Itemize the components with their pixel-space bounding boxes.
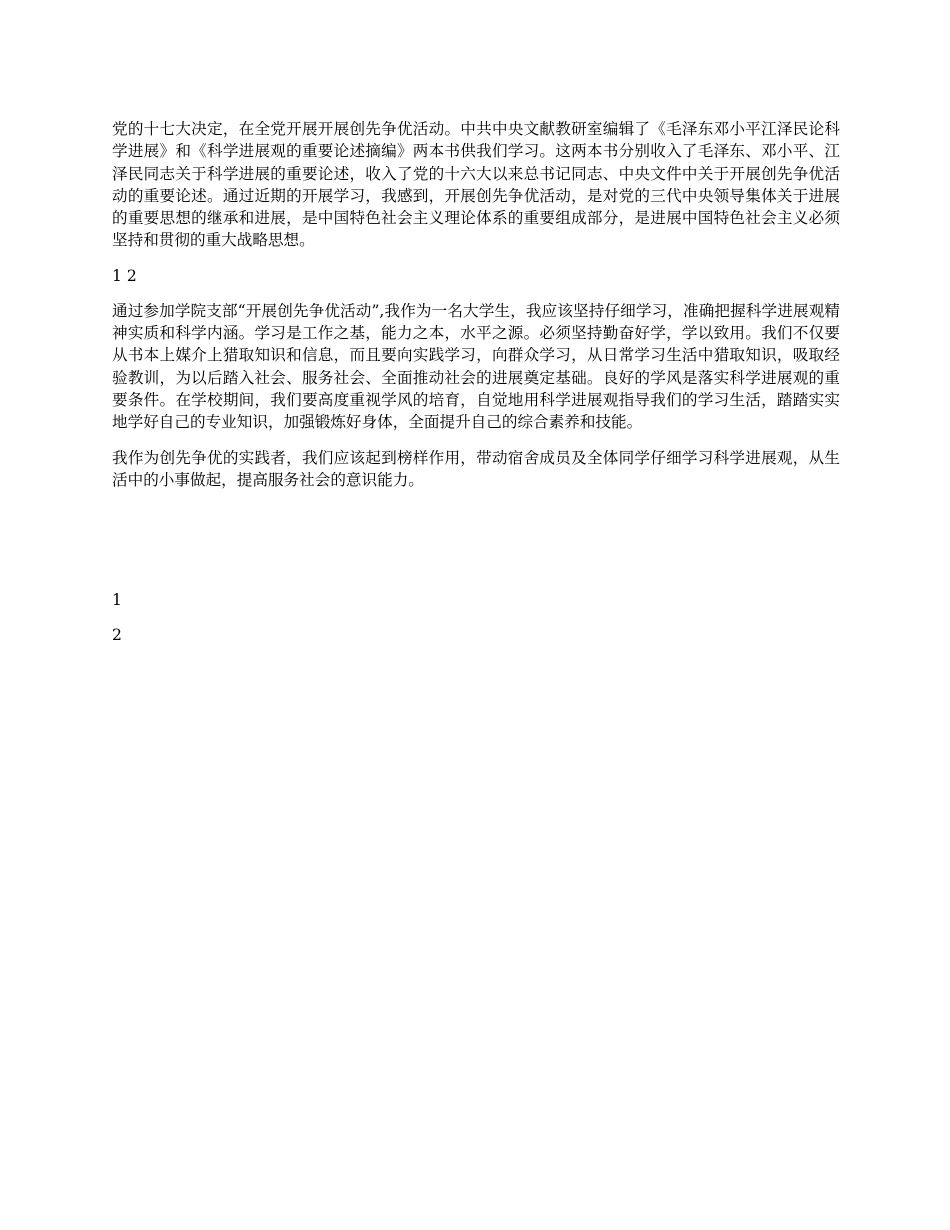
footnote-1: 1 <box>112 591 122 609</box>
footnotes <box>112 589 840 646</box>
paragraph-study: 通过参加学院支部“开展创先争优活动”,我作为一名大学生，我应该坚持仔细学习，准确把握科学进展观精神实质和科学内涵。学习是工作之基，能力之本，水平之源。必须坚持勤奋好学，学以致用。我们不仅要从书本上媒介上猎取知识和信息，而且要向实践学习，向群众学习，从日常学习生活中猎取知识，吸取经验教训，为以后踏入社会、服务社会、全面推动社会的进展奠定基础。良好的学风是落实科学进展观的重要条件。在学校期间，我们要高度重视学风的培育，自觉地用科学进展观指导我们的学习生活，踏踏实实地学好自己的专业知识，加强锻炼好身体，全面提升自己的综合素养和技能。 <box>112 301 840 432</box>
paragraph-intro: 党的十七大决定，在全党开展开展创先争优活动。中共中央文献教研室编辑了《毛泽东邓小平江泽民论科学进展》和《科学进展观的重要论述摘编》两本书供我们学习。这两本书分别收入了毛泽东、邓小平、江泽民同志关于科学进展的重要论述，收入了党的十六大以来总书记同志、中央文件中关于开展创先争优活动的重要论述。通过近期的开展学习，我感到，开展创先争优活动，是对党的三代中央领导集体关于进展的重要思想的继承和进展，是中国特色社会主义理论体系的重要组成部分，是进展中国特色社会主义必须坚持和贯彻的重大战略思想。 <box>112 120 840 250</box>
paragraph-practice: 我作为创先争优的实践者，我们应该起到榜样作用，带动宿舍成员及全体同学仔细学习科学进展观，从生活中的小事做起，提高服务社会的意识能力。 <box>112 448 840 489</box>
footnote-2: 2 <box>112 626 122 644</box>
document-body <box>112 118 840 491</box>
footnote-reference-markers: 1 2 <box>112 266 137 285</box>
